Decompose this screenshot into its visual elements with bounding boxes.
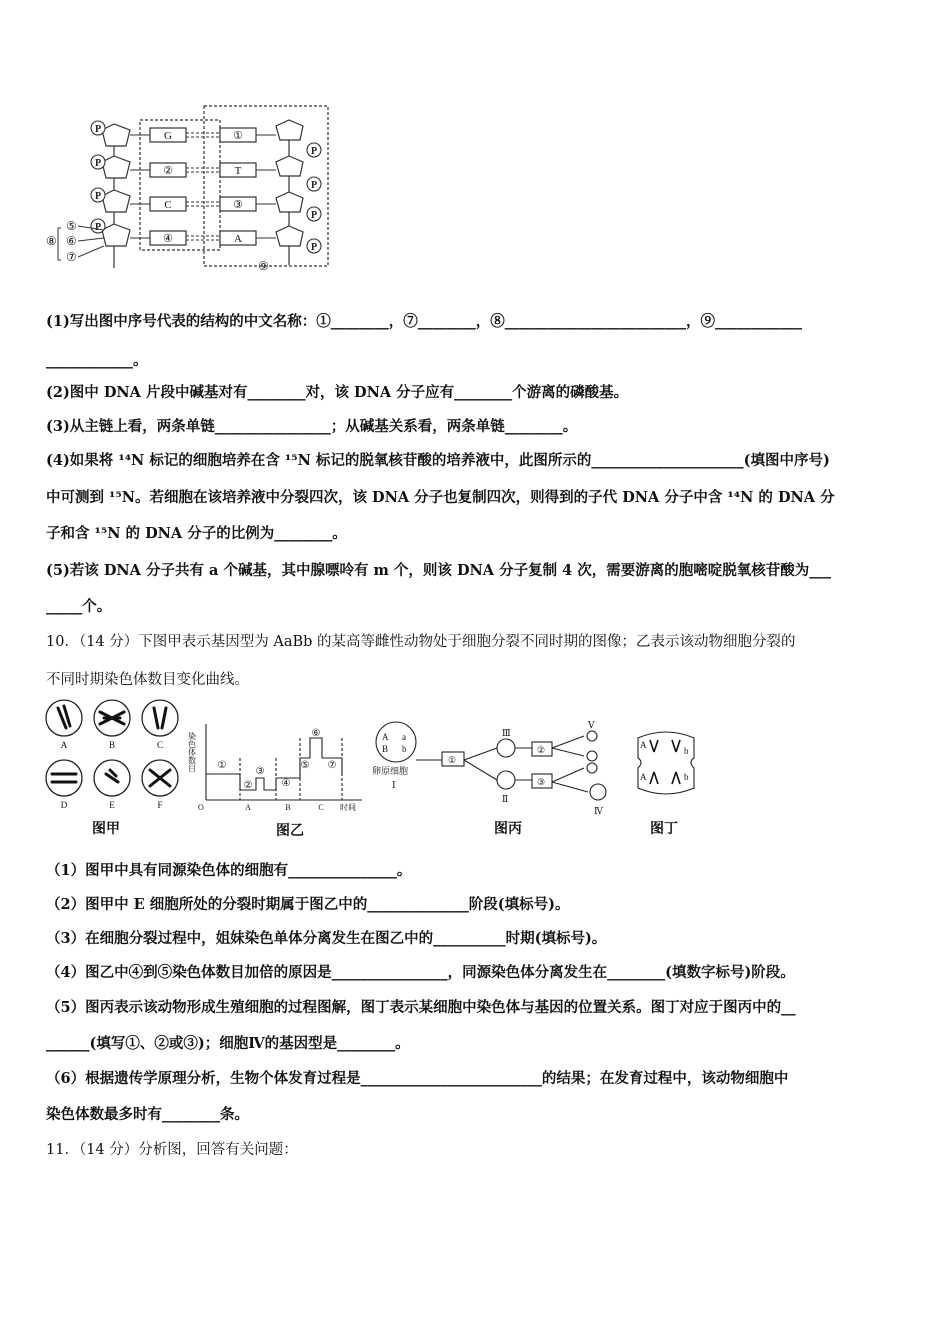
yi-stage-6: ⑥: [311, 728, 321, 739]
yi-stage-3: ③: [255, 766, 265, 777]
bing-cell-3: Ⅲ: [502, 728, 511, 738]
base-4: ④: [163, 233, 173, 245]
bing-gene-B: B: [382, 744, 389, 754]
ding-gene-A1: A: [640, 740, 647, 750]
base-1: ①: [233, 130, 243, 142]
base-c: C: [164, 199, 172, 211]
label-8: ⑧: [46, 234, 57, 248]
svg-text:P: P: [310, 180, 318, 191]
base-2: ②: [163, 165, 173, 177]
yi-stage-7: ⑦: [327, 760, 337, 771]
cell-e-label: E: [109, 800, 115, 810]
q9-part1-line1: (1)写出图中序号代表的结构的中文名称：①________，⑦________，⑧_________________________，⑨____________: [46, 313, 803, 330]
q10-sub6-line1: （6）根据遗传学原理分析，生物个体发育过程是_________________________的结果；在发育过程中，该动物细胞中: [46, 1070, 789, 1087]
label-6: ⑥: [66, 234, 77, 248]
q9-part4-line2: 中可测到 ¹⁵N。若细胞在该培养液中分裂四次，该 DNA 分子也复制四次，则得到的子代 DNA 分子中含 ¹⁴N 的 DNA 分: [46, 489, 835, 506]
svg-text:P: P: [94, 191, 102, 202]
caption-bing: 图丙: [494, 821, 522, 837]
base-3: ③: [233, 199, 243, 211]
bing-cell-5: Ⅴ: [588, 720, 595, 730]
bing-cell-2: Ⅱ: [502, 794, 509, 804]
q9-part2: (2)图中 DNA 片段中碱基对有________对，该 DNA 分子应有________个游离的磷酸基。: [46, 384, 629, 401]
label-9: ⑨: [258, 259, 269, 273]
bing-gene-A: A: [382, 732, 389, 742]
cell-c-label: C: [156, 740, 164, 750]
q10-sub1: （1）图甲中具有同源染色体的细胞有_______________。: [46, 862, 412, 879]
q9-part5-line2: _____个。: [46, 598, 112, 615]
bing-step-2: ②: [537, 745, 546, 755]
figure-ding: [632, 728, 700, 798]
q10-sub5-line2: ______(填写①、②或③)；细胞Ⅳ的基因型是________。: [46, 1035, 410, 1052]
yi-origin: O: [198, 803, 204, 812]
q9-part4-line1: (4)如果将 ¹⁴N 标记的细胞培养在含 ¹⁵N 标记的脱氧核苷酸的培养液中，此图所示的_____________________(填图中序号): [46, 452, 830, 469]
q9-part1-line2: ____________。: [46, 352, 148, 369]
q10-sub2: （2）图甲中 E 细胞所处的分裂时期属于图乙中的______________阶段(填标号)。: [46, 896, 570, 913]
yi-stage-2: ②: [243, 780, 253, 791]
figure-yi: [187, 718, 372, 818]
ding-gene-b2: b: [684, 772, 689, 782]
yi-stage-1: ①: [217, 760, 227, 771]
base-g: G: [164, 130, 172, 142]
cell-f-label: F: [157, 800, 163, 810]
label-5: ⑤: [66, 219, 77, 233]
svg-text:P: P: [310, 146, 318, 157]
yi-ylabel: 染色体数目: [187, 732, 197, 772]
bing-gene-a: a: [402, 732, 406, 742]
base-t: T: [234, 165, 242, 177]
base-a: A: [234, 233, 242, 245]
figure-bing: [372, 720, 630, 820]
yi-xlabel: 时间: [340, 803, 356, 812]
phosphate-label: P: [94, 124, 102, 135]
ding-gene-b1: b: [684, 746, 689, 756]
yi-stage-4: ④: [281, 778, 291, 789]
q10-sub4: （4）图乙中④到⑤染色体数目加倍的原因是________________，同源染色体分离发生在________(填数字标号)阶段。: [46, 964, 795, 981]
bing-cell-1: Ⅰ: [392, 780, 396, 790]
q11-heading: 11．（14 分）分析图，回答有关问题：: [46, 1142, 298, 1158]
q9-part4-line3: 子和含 ¹⁵N 的 DNA 分子的比例为________。: [46, 525, 347, 542]
yi-stage-5: ⑤: [300, 760, 310, 771]
svg-text:P: P: [94, 222, 102, 233]
figure-jia: [44, 698, 184, 818]
svg-text:P: P: [310, 242, 318, 253]
q10-heading-line2: 不同时期染色体数目变化曲线。: [46, 672, 249, 688]
bing-oocyte-label: 卵原细胞: [372, 766, 409, 776]
cell-d-label: D: [60, 800, 68, 810]
bing-step-3: ③: [537, 777, 546, 787]
q9-part5-line1: (5)若该 DNA 分子共有 a 个碱基，其中腺嘌呤有 m 个，则该 DNA 分子复制 4 次，需要游离的胞嘧啶脱氧核苷酸为___: [46, 562, 832, 579]
caption-yi: 图乙: [276, 823, 304, 839]
svg-text:P: P: [310, 210, 318, 221]
cell-b-label: B: [108, 740, 116, 750]
bing-step-1: ①: [448, 755, 457, 765]
bing-gene-b: b: [402, 744, 407, 754]
yi-phase-a: A: [245, 803, 251, 812]
yi-phase-b: B: [285, 803, 291, 812]
q10-heading-line1: 10．（14 分）下图甲表示基因型为 AaBb 的某高等雌性动物处于细胞分裂不同时期的图像；乙表示该动物细胞分裂的: [46, 634, 796, 650]
svg-text:P: P: [94, 158, 102, 169]
bing-cell-4: Ⅳ: [594, 806, 603, 816]
caption-ding: 图丁: [650, 821, 678, 837]
label-7: ⑦: [66, 250, 77, 264]
yi-phase-c: C: [318, 803, 324, 812]
q10-sub3: （3）在细胞分裂过程中，姐妹染色单体分离发生在图乙中的__________时期(填标号)。: [46, 930, 607, 947]
caption-jia: 图甲: [92, 821, 120, 837]
ding-gene-A2: A: [640, 772, 647, 782]
cell-a-label: A: [60, 740, 68, 750]
q10-sub5-line1: （5）图丙表示该动物形成生殖细胞的过程图解，图丁表示某细胞中染色体与基因的位置关系。图丁对应于图丙中的__: [46, 999, 796, 1016]
q10-sub6-line2: 染色体数最多时有________条。: [46, 1106, 249, 1123]
dna-structure-figure: [44, 100, 334, 275]
q9-part3: (3)从主链上看，两条单链________________；从碱基关系看，两条单链________。: [46, 418, 578, 435]
